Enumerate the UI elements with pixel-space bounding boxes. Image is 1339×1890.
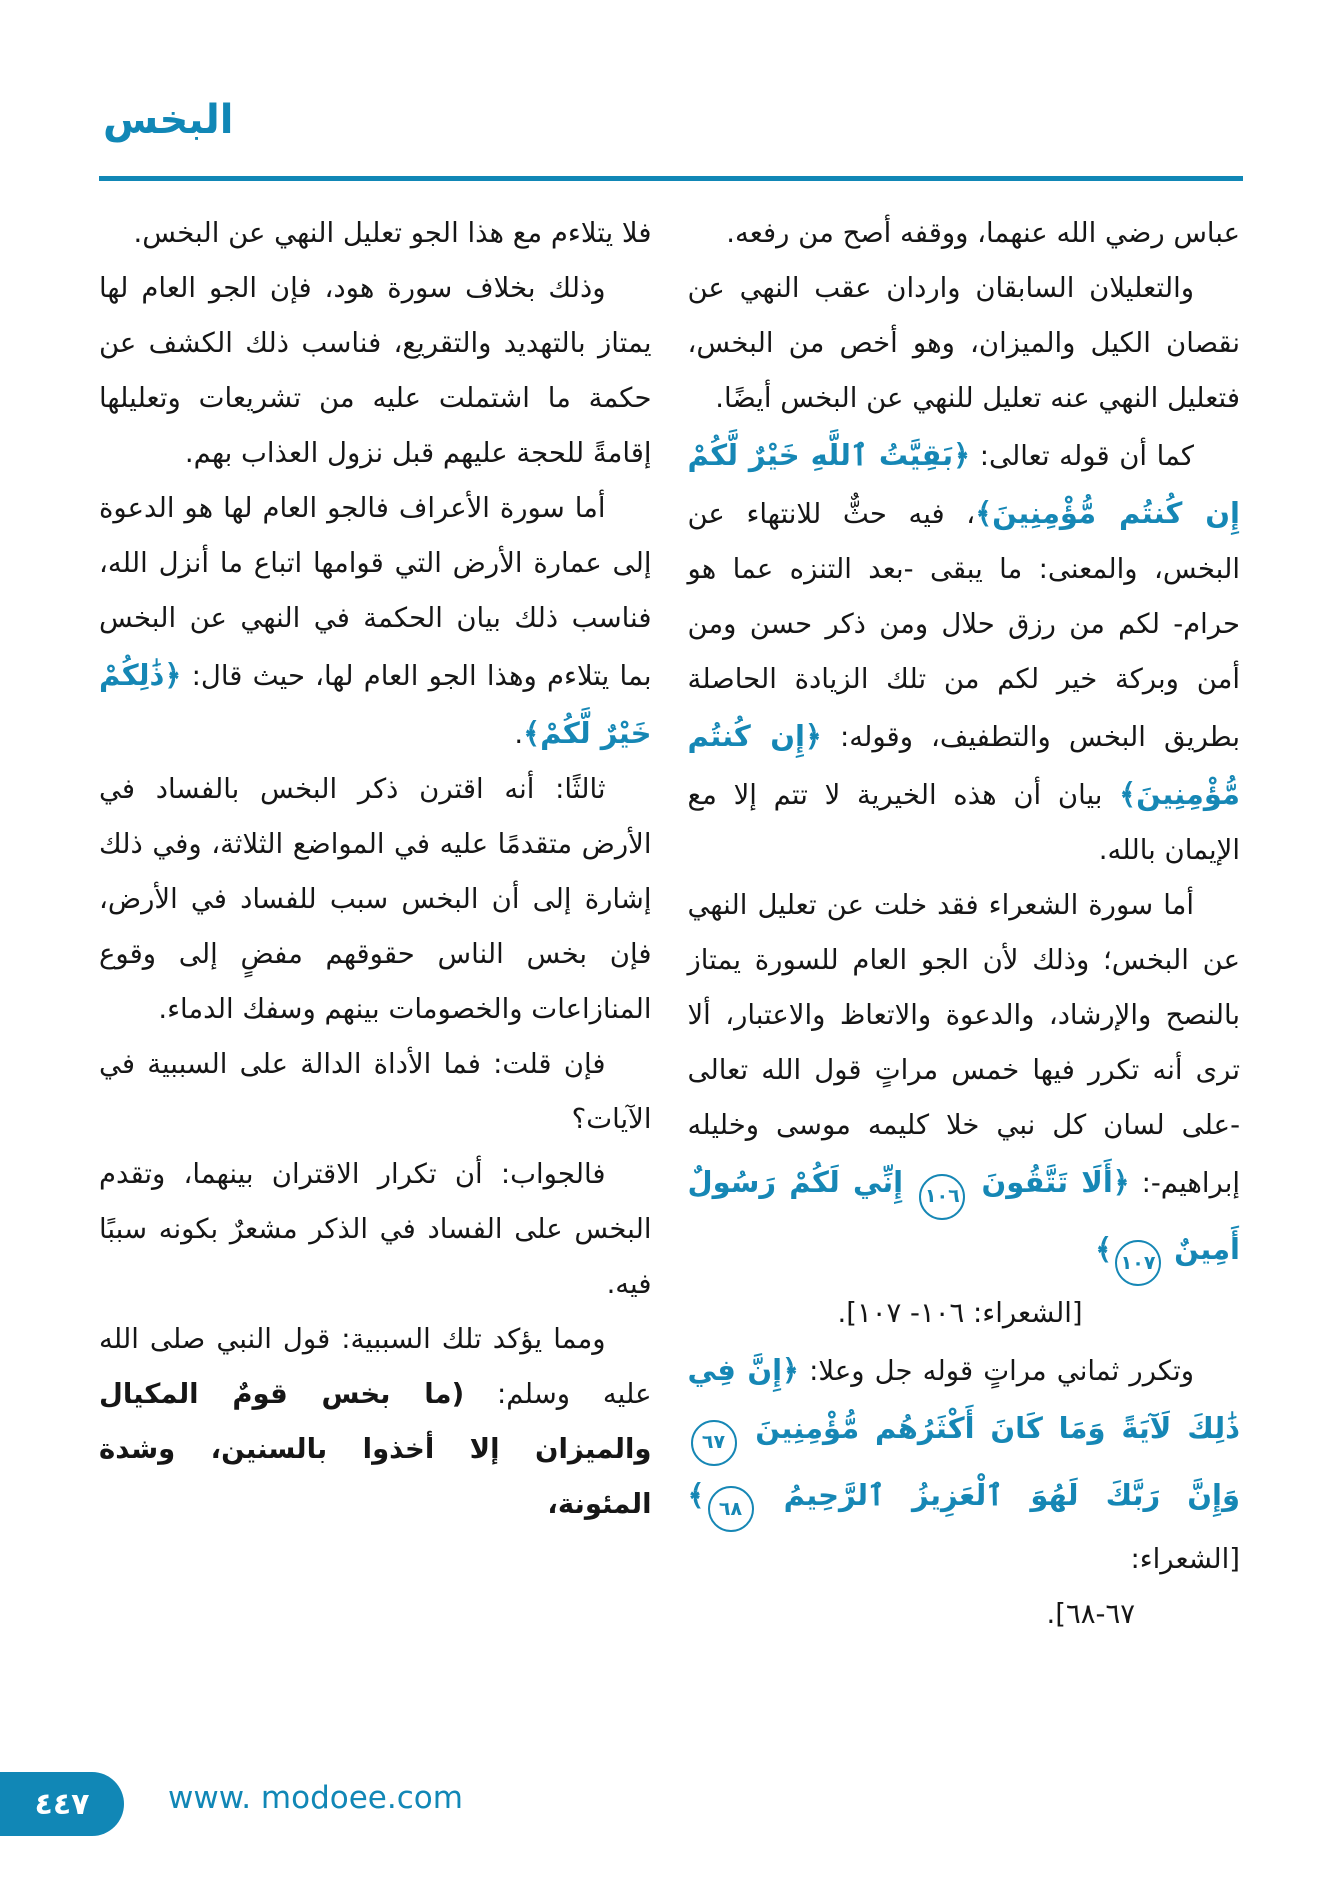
body-text: وذلك بخلاف سورة هود، فإن الجو العام لها يمتاز بالتهديد والتقريع، فناسب ذلك الكشف عن حكمة ما اشتملت عليه من تشريعات وتعليلها إقامةً للحجة عليهم قبل نزول العذاب بهم. [99,272,652,469]
page-number-badge [0,1772,124,1836]
chapter-header: البخس [103,97,234,143]
verse-citation: ٦٧-٦٨]. [1046,1598,1135,1630]
paragraph [688,878,1241,1341]
paragraph [99,261,652,481]
body-text: والتعليلان السابقان واردان عقب النهي عن نقصان الكيل والميزان، وهو أخص من البخس، فتعليل النهي عنه تعليل للنهي عن البخس أيضًا. [687,272,1240,414]
header-divider-rule [99,176,1243,181]
paragraph [99,1312,652,1532]
body-text: فإن قلت: فما الأداة الدالة على السببية في الآيات؟ [99,1048,652,1135]
verse-citation: [الشعراء: ١٠٦- ١٠٧]. [837,1297,1083,1329]
paragraph [99,762,652,1037]
left-column [99,206,652,1642]
ayah-number: ١٠٦ [919,1174,965,1220]
hadith-text: (ما بخس قومٌ المكيال والميزان إلا أخذوا بالسنين، وشدة المئونة، [99,1378,652,1520]
body-text: عباس رضي الله عنهما، ووقفه أصح من رفعه. [726,217,1240,249]
body-text: فالجواب: أن تكرار الاقتران بينهما، وتقدم البخس على الفساد في الذكر مشعرٌ بكونه سببًا فيه. [99,1158,652,1300]
body-text: بيان أن هذه الخيرية لا تتم إلا مع الإيمان بالله. [687,779,1240,866]
body-text: وتكرر ثماني مراتٍ قوله جل وعلا: [799,1355,1195,1387]
body-text: ثالثًا: أنه اقترن ذكر البخس بالفساد في الأرض متقدمًا عليه في المواضع الثلاثة، وفي ذلك إشارة إلى أن البخس سبب للفساد في الأرض، فإن بخس الناس حقوقهم مفضٍ إلى وقوع المنازاعات والخصومات بينهم وسفك الدماء. [99,773,652,1025]
quran-quote: وَإِنَّ رَبَّكَ لَهُوَ ٱلْعَزِيزُ ٱلرَّحِيمُ [756,1477,1240,1512]
quran-quote: إِنِّي لَكُمْ رَسُولٌ أَمِينٌ [687,1165,1240,1266]
quran-quote: ﴿ذَٰلِكُمْ خَيْرٌ لَّكُمْ﴾ [99,658,652,750]
quran-quote: ﴿بَقِيَّتُ ٱللَّهِ خَيْرٌ لَّكُمْ إِن كُنتُم مُّؤْمِنِينَ﴾ [687,438,1240,530]
paragraph [99,1037,652,1147]
paragraph [688,426,1241,878]
body-text: أما سورة الشعراء فقد خلت عن تعليل النهي عن البخس؛ وذلك لأن الجو العام للسورة يمتاز بالنصح والإرشاد، والدعوة والاتعاظ والاعتبار، ألا ترى أنه تكرر فيها خمس مراتٍ قول الله تعالى -على لسان كل نبي خلا كليمه موسى وخليله إبراهيم-: [687,889,1241,1199]
paragraph [99,481,652,762]
body-text: كما أن قوله تعالى: [970,440,1194,472]
quran-quote: ﴿أَلَا تَتَّقُونَ [968,1165,1130,1199]
paragraph [688,261,1241,426]
page-number: ٤٤٧ [34,1786,90,1822]
website-url: www. modoee.com [168,1780,463,1816]
body-text: أما سورة الأعراف فالجو العام لها هو الدعوة إلى عمارة الأرض التي قوامها اتباع ما أنزل الله، فناسب ذلك بيان الحكمة في النهي عن البخس بما يتلاءم وهذا الجو العام لها، حيث قال: [99,492,652,692]
ayah-number: ٦٨ [708,1486,754,1532]
body-text: ومما يؤكد تلك السببية: قول النبي صلى الله عليه وسلم: [99,1323,652,1410]
body-text: . [514,718,524,750]
body-text: [الشعراء: [1130,1543,1240,1575]
body-text: ، فيه حثٌّ للانتهاء عن البخس، والمعنى: ما يبقى -بعد التنزه عما هو حرام- لكم من رزق حلال ومن ذكر حسن ومن أمن وبركة خير لكم من تلك الزيادة الحاصلة بطريق البخس والتطفيف، وقوله: [687,498,1240,753]
ayah-number: ١٠٧ [1115,1240,1161,1286]
quran-quote: ﴾ [1095,1231,1113,1266]
quran-quote: ﴿إِن كُنتُم مُّؤْمِنِينَ﴾ [687,719,1240,811]
paragraph [99,206,652,261]
right-column [688,206,1241,1642]
page-body [99,206,1240,1642]
ayah-number: ٦٧ [691,1420,737,1466]
paragraph [99,1147,652,1312]
quran-quote: ﴿إِنَّ فِي ذَٰلِكَ لَآيَةً وَمَا كَانَ أَكْثَرُهُم مُّؤْمِنِينَ [687,1353,1240,1445]
body-text: فلا يتلاءم مع هذا الجو تعليل النهي عن البخس. [133,217,652,249]
quran-quote: ﴾ [687,1477,705,1512]
paragraph [688,1341,1241,1642]
paragraph [688,206,1241,261]
